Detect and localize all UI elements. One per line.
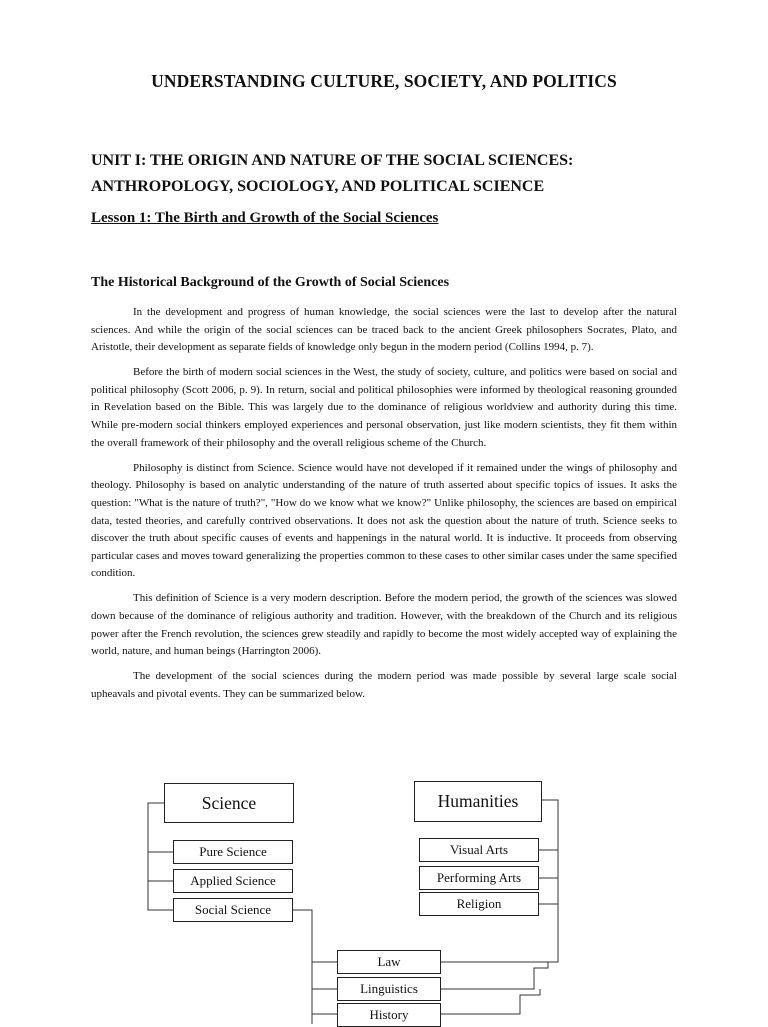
connector-line — [292, 910, 312, 1024]
history-box: History — [337, 1003, 441, 1027]
lesson-title: Lesson 1: The Birth and Growth of the Social Sciences — [91, 210, 439, 226]
connector-line — [441, 962, 548, 989]
law-box: Law — [337, 950, 441, 974]
unit-title — [91, 148, 691, 200]
paragraph: The development of the social sciences during the modern period was made possible by several large scale social upheavals and pivotal events. They can be summarized below. — [91, 670, 677, 700]
paragraph: This definition of Science is a very modern description. Before the modern period, the growth of the sciences was slowed down because of the dominance of religious authority and tradition. However, with the breakdown of the Church and its religious power after the French revolution, the sciences grew steadily and rapidly to become the most widely accepted way of explaining the world, nature, and human beings (Harrington 2006). — [91, 592, 677, 658]
humanities-box: Humanities — [414, 781, 542, 822]
document-title: UNDERSTANDING CULTURE, SOCIETY, AND POLITICS — [151, 71, 617, 91]
paragraph: In the development and progress of human knowledge, the social sciences were the last to develop after the natural sciences. And while the origin of the social sciences can be traced back to the ancient Greek philosophers Socrates, Plato, and Aristotle, their development as separate fields of knowledge only begun in the modern period (Collins 1994, p. 7). — [91, 306, 677, 354]
performing-arts-box: Performing Arts — [419, 866, 539, 890]
science-box: Science — [164, 783, 294, 823]
linguistics-box: Linguistics — [337, 977, 441, 1001]
pure-science-box: Pure Science — [173, 840, 293, 864]
connector-line — [441, 989, 540, 1014]
paragraph: Before the birth of modern social sciences in the West, the study of society, culture, and politics were based on social and political philosophy (Scott 2006, p. 9). In return, social and political philosophies were informed by theological reasoning grounded in Revelation based on the Bible. This was largely due to the dominance of religious worldview and authority during this time. While pre-modern social thinkers employed experiences and personal observation, just like modern scientists, they fit them within the overall framework of their philosophy and the overall religious scheme of the Church. — [91, 366, 677, 449]
section-title: The Historical Background of the Growth of Social Sciences — [91, 275, 450, 290]
unit-title-line-2: ANTHROPOLOGY, SOCIOLOGY, AND POLITICAL SCIENCE — [91, 178, 545, 195]
paragraph: Philosophy is distinct from Science. Science would have not developed if it remained under the wings of philosophy and theology. Philosophy is based on analytic understanding of the nature of truth asserted about specific topics of issues. It asks the question: "What is the nature of truth?", "How do we know what we know?" Unlike philosophy, the sciences are based on empirical data, tested theories, and carefully contrived observations. It does not ask the question about the nature of truth. Science seeks to discover the truth about specific causes of events and happenings in the natural world. It is inductive. It proceeds from observing particular cases and moves toward generalizing the properties common to these cases to other similar cases under the same specified condition. — [91, 461, 677, 580]
visual-arts-box: Visual Arts — [419, 838, 539, 862]
body-text — [91, 304, 677, 711]
unit-title-line-1: UNIT I: THE ORIGIN AND NATURE OF THE SOCIAL SCIENCES: — [91, 152, 574, 169]
applied-science-box: Applied Science — [173, 869, 293, 893]
social-science-box: Social Science — [173, 898, 293, 922]
religion-box: Religion — [419, 892, 539, 916]
